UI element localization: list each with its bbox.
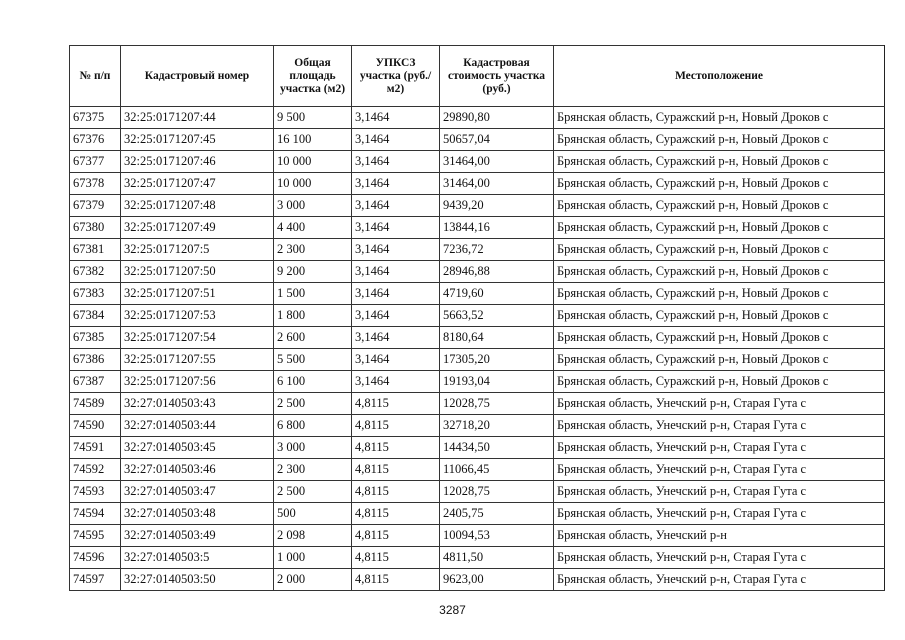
cell-cadastral-number: 32:25:0171207:49 (121, 217, 274, 239)
cell-area: 1 500 (274, 283, 352, 305)
table-row (70, 569, 885, 591)
cell-index: 74593 (70, 481, 121, 503)
cell-area: 4 400 (274, 217, 352, 239)
cell-location: Брянская область, Суражский р-н, Новый Дроков с (554, 349, 885, 371)
cell-index: 74592 (70, 459, 121, 481)
cell-cadastral-number: 32:25:0171207:44 (121, 107, 274, 129)
table-row (70, 151, 885, 173)
cell-cadastral-value: 11066,45 (440, 459, 554, 481)
cell-location: Брянская область, Суражский р-н, Новый Дроков с (554, 129, 885, 151)
header-cadastral-value: Кадастровая стоимость участка (руб.) (440, 46, 554, 107)
cell-area: 500 (274, 503, 352, 525)
cell-cadastral-number: 32:27:0140503:5 (121, 547, 274, 569)
cell-location: Брянская область, Суражский р-н, Новый Дроков с (554, 283, 885, 305)
cell-cadastral-value: 12028,75 (440, 481, 554, 503)
cell-index: 67379 (70, 195, 121, 217)
cell-cadastral-value: 4719,60 (440, 283, 554, 305)
table-row (70, 547, 885, 569)
cell-area: 2 500 (274, 393, 352, 415)
table-row (70, 239, 885, 261)
cell-upksz: 4,8115 (352, 393, 440, 415)
cell-cadastral-number: 32:25:0171207:54 (121, 327, 274, 349)
cell-cadastral-value: 13844,16 (440, 217, 554, 239)
cell-upksz: 3,1464 (352, 305, 440, 327)
cell-upksz: 3,1464 (352, 261, 440, 283)
cell-index: 74597 (70, 569, 121, 591)
cell-index: 74595 (70, 525, 121, 547)
cell-cadastral-number: 32:27:0140503:48 (121, 503, 274, 525)
cell-cadastral-value: 9439,20 (440, 195, 554, 217)
cell-cadastral-value: 5663,52 (440, 305, 554, 327)
cell-area: 1 800 (274, 305, 352, 327)
cell-cadastral-number: 32:25:0171207:51 (121, 283, 274, 305)
cell-upksz: 4,8115 (352, 547, 440, 569)
cell-location: Брянская область, Унечский р-н, Старая Гута с (554, 569, 885, 591)
cell-upksz: 3,1464 (352, 371, 440, 393)
cell-cadastral-value: 17305,20 (440, 349, 554, 371)
cell-upksz: 4,8115 (352, 415, 440, 437)
cell-cadastral-number: 32:27:0140503:43 (121, 393, 274, 415)
cell-index: 67382 (70, 261, 121, 283)
cell-area: 3 000 (274, 195, 352, 217)
header-cadastral-number: Кадастровый номер (121, 46, 274, 107)
cell-cadastral-value: 31464,00 (440, 173, 554, 195)
cell-index: 67378 (70, 173, 121, 195)
cell-index: 74590 (70, 415, 121, 437)
cell-index: 74591 (70, 437, 121, 459)
header-location: Местоположение (554, 46, 885, 107)
table-body (70, 107, 885, 591)
cell-cadastral-value: 8180,64 (440, 327, 554, 349)
cell-index: 67381 (70, 239, 121, 261)
cell-area: 16 100 (274, 129, 352, 151)
cell-upksz: 3,1464 (352, 151, 440, 173)
cell-area: 5 500 (274, 349, 352, 371)
cell-location: Брянская область, Унечский р-н (554, 525, 885, 547)
page-number: 3287 (439, 603, 466, 617)
cell-cadastral-value: 2405,75 (440, 503, 554, 525)
cell-area: 2 000 (274, 569, 352, 591)
cell-cadastral-number: 32:25:0171207:46 (121, 151, 274, 173)
cell-cadastral-value: 14434,50 (440, 437, 554, 459)
cell-location: Брянская область, Суражский р-н, Новый Дроков с (554, 173, 885, 195)
cell-upksz: 4,8115 (352, 525, 440, 547)
cell-cadastral-number: 32:25:0171207:5 (121, 239, 274, 261)
table-row (70, 195, 885, 217)
cell-cadastral-value: 10094,53 (440, 525, 554, 547)
cadastral-table (69, 45, 885, 591)
cell-location: Брянская область, Суражский р-н, Новый Дроков с (554, 305, 885, 327)
cell-cadastral-value: 50657,04 (440, 129, 554, 151)
table-row (70, 503, 885, 525)
cell-cadastral-value: 19193,04 (440, 371, 554, 393)
cell-upksz: 3,1464 (352, 195, 440, 217)
cell-area: 1 000 (274, 547, 352, 569)
cell-location: Брянская область, Унечский р-н, Старая Гута с (554, 437, 885, 459)
cell-index: 74594 (70, 503, 121, 525)
cell-area: 9 500 (274, 107, 352, 129)
cell-index: 67386 (70, 349, 121, 371)
cell-upksz: 4,8115 (352, 481, 440, 503)
cell-cadastral-value: 28946,88 (440, 261, 554, 283)
cell-location: Брянская область, Суражский р-н, Новый Дроков с (554, 195, 885, 217)
table-row (70, 107, 885, 129)
cell-area: 6 800 (274, 415, 352, 437)
cell-upksz: 3,1464 (352, 349, 440, 371)
cell-cadastral-number: 32:25:0171207:53 (121, 305, 274, 327)
table-row (70, 437, 885, 459)
cell-upksz: 4,8115 (352, 437, 440, 459)
cell-location: Брянская область, Унечский р-н, Старая Гута с (554, 415, 885, 437)
cell-index: 67380 (70, 217, 121, 239)
cell-location: Брянская область, Суражский р-н, Новый Дроков с (554, 327, 885, 349)
table-row (70, 261, 885, 283)
cell-location: Брянская область, Суражский р-н, Новый Дроков с (554, 371, 885, 393)
cell-location: Брянская область, Унечский р-н, Старая Гута с (554, 459, 885, 481)
cell-cadastral-value: 4811,50 (440, 547, 554, 569)
table-row (70, 525, 885, 547)
cell-upksz: 4,8115 (352, 503, 440, 525)
table-row (70, 217, 885, 239)
cell-location: Брянская область, Суражский р-н, Новый Дроков с (554, 107, 885, 129)
cell-area: 9 200 (274, 261, 352, 283)
cell-cadastral-number: 32:27:0140503:50 (121, 569, 274, 591)
table-row (70, 393, 885, 415)
header-upksz: УПКСЗ участка (руб./м2) (352, 46, 440, 107)
cell-cadastral-number: 32:27:0140503:45 (121, 437, 274, 459)
cell-upksz: 3,1464 (352, 107, 440, 129)
cell-area: 3 000 (274, 437, 352, 459)
cell-cadastral-value: 9623,00 (440, 569, 554, 591)
cell-index: 67376 (70, 129, 121, 151)
cell-location: Брянская область, Унечский р-н, Старая Гута с (554, 503, 885, 525)
cell-index: 67384 (70, 305, 121, 327)
table-row (70, 327, 885, 349)
cell-location: Брянская область, Суражский р-н, Новый Дроков с (554, 151, 885, 173)
table-row (70, 459, 885, 481)
cell-cadastral-number: 32:27:0140503:47 (121, 481, 274, 503)
cell-cadastral-value: 31464,00 (440, 151, 554, 173)
cell-location: Брянская область, Унечский р-н, Старая Гута с (554, 393, 885, 415)
cell-cadastral-number: 32:25:0171207:48 (121, 195, 274, 217)
cell-cadastral-number: 32:27:0140503:46 (121, 459, 274, 481)
table-row (70, 371, 885, 393)
cell-area: 2 600 (274, 327, 352, 349)
cell-index: 67375 (70, 107, 121, 129)
cell-cadastral-number: 32:27:0140503:44 (121, 415, 274, 437)
table-row (70, 305, 885, 327)
table-row (70, 481, 885, 503)
cell-location: Брянская область, Суражский р-н, Новый Дроков с (554, 261, 885, 283)
cell-cadastral-number: 32:25:0171207:47 (121, 173, 274, 195)
cell-cadastral-number: 32:25:0171207:56 (121, 371, 274, 393)
cell-cadastral-number: 32:25:0171207:55 (121, 349, 274, 371)
table-row (70, 415, 885, 437)
cell-cadastral-value: 32718,20 (440, 415, 554, 437)
table-row (70, 173, 885, 195)
cell-index: 67377 (70, 151, 121, 173)
cell-area: 2 300 (274, 239, 352, 261)
cell-upksz: 3,1464 (352, 327, 440, 349)
cell-cadastral-value: 12028,75 (440, 393, 554, 415)
cell-upksz: 3,1464 (352, 239, 440, 261)
table-header-row (70, 46, 885, 107)
cell-index: 67387 (70, 371, 121, 393)
cell-upksz: 3,1464 (352, 173, 440, 195)
cell-upksz: 3,1464 (352, 283, 440, 305)
cell-cadastral-value: 7236,72 (440, 239, 554, 261)
cell-cadastral-number: 32:27:0140503:49 (121, 525, 274, 547)
cell-index: 74596 (70, 547, 121, 569)
cell-area: 10 000 (274, 173, 352, 195)
cell-location: Брянская область, Суражский р-н, Новый Дроков с (554, 217, 885, 239)
cell-area: 2 500 (274, 481, 352, 503)
cell-cadastral-value: 29890,80 (440, 107, 554, 129)
cell-upksz: 3,1464 (352, 217, 440, 239)
cell-index: 74589 (70, 393, 121, 415)
table-row (70, 283, 885, 305)
header-area: Общая площадь участка (м2) (274, 46, 352, 107)
cell-location: Брянская область, Унечский р-н, Старая Гута с (554, 481, 885, 503)
cell-area: 2 098 (274, 525, 352, 547)
cell-index: 67383 (70, 283, 121, 305)
table-row (70, 349, 885, 371)
cell-location: Брянская область, Унечский р-н, Старая Гута с (554, 547, 885, 569)
table-row (70, 129, 885, 151)
cell-area: 2 300 (274, 459, 352, 481)
cell-area: 10 000 (274, 151, 352, 173)
cell-index: 67385 (70, 327, 121, 349)
cell-upksz: 3,1464 (352, 129, 440, 151)
cell-area: 6 100 (274, 371, 352, 393)
cell-location: Брянская область, Суражский р-н, Новый Дроков с (554, 239, 885, 261)
cell-upksz: 4,8115 (352, 569, 440, 591)
cell-upksz: 4,8115 (352, 459, 440, 481)
header-index: № п/п (70, 46, 121, 107)
cell-cadastral-number: 32:25:0171207:45 (121, 129, 274, 151)
cell-cadastral-number: 32:25:0171207:50 (121, 261, 274, 283)
